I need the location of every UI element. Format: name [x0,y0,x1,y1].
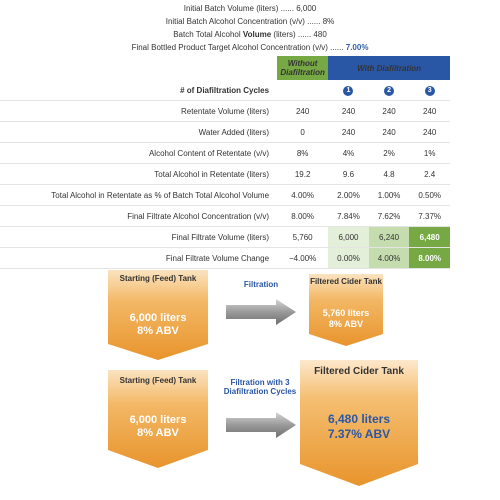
cell: 6,000 [328,227,369,248]
top-feed-tank-title: Starting (Feed) Tank [119,274,197,283]
table-row [0,80,450,101]
table-header-empty [0,56,277,80]
bottom-output-tank-title: Filtered Cider Tank [314,366,404,377]
cell: 4.00% [277,185,328,206]
header-line-initial-concentration: Initial Batch Alcohol Concentration (v/v) ...... 8% [165,17,335,26]
row-label: Alcohol Content of Retentate (v/v) [0,143,277,164]
header-line4-value: 7.00% [345,43,369,52]
cell: 4.8 [369,164,410,185]
top-output-tank-volume: 5,760 liters [322,308,370,318]
table-row [0,122,450,143]
cell: 2.00% [328,185,369,206]
header-line3-bold: Volume [242,30,272,39]
top-feed-tank-abv: 8% ABV [137,325,179,337]
cell: 8% [277,143,328,164]
cell: 19.2 [277,164,328,185]
top-feed-tank-volume: 6,000 liters [129,312,187,324]
cell: 7.37% [409,206,450,227]
bottom-output-tank-abv: 7.37% ABV [327,427,391,441]
header-line4-pre: Final Bottled Product Target Alcohol Concentration (v/v) ...... [131,43,346,52]
cell: 240 [328,122,369,143]
header-line3-pre: Batch Total Alcohol [173,30,243,39]
row-label: Total Alcohol in Retentate (liters) [0,164,277,185]
cell: 240 [328,101,369,122]
cell: 0.00% [328,248,369,269]
cell: 240 [369,122,410,143]
top-arrow-icon [226,299,296,325]
cycle-3-badge: 3 [425,86,435,96]
table-row [0,101,450,122]
cell: 8.00% [277,206,328,227]
cell: 9.6 [328,164,369,185]
table-row [0,143,450,164]
without-diafiltration-header: Without Diafiltration [277,56,328,80]
cell: 7.62% [369,206,410,227]
cell: 2.4 [409,164,450,185]
bottom-feed-tank-volume: 6,000 liters [129,414,187,426]
table-row [0,164,450,185]
header-line3-post: (liters) ...... 480 [271,30,327,39]
cell: 6,480 [409,227,450,248]
row-label: Final Filtrate Volume (liters) [0,227,277,248]
top-output-tank-abv: 8% ABV [328,319,364,329]
cell: 5,760 [277,227,328,248]
cell: 4.00% [369,248,410,269]
table-row [0,248,450,269]
cell: 7.84% [328,206,369,227]
table-row [0,185,450,206]
cell: 6,240 [369,227,410,248]
bottom-output-tank [300,360,418,486]
bottom-arrow-icon [226,412,296,438]
cell: 240 [369,101,410,122]
header-line-target-concentration [0,42,500,53]
bottom-output-tank-volume: 6,480 liters [327,412,391,426]
row-label: Final Filtrate Volume Change [0,248,277,269]
table-header-row [0,56,450,80]
bottom-feed-tank-title: Starting (Feed) Tank [119,376,197,385]
cycle-1-cell [328,80,369,101]
bottom-feed-tank-abv: 8% ABV [137,427,179,439]
cycles-label: # of Diafiltration Cycles [0,80,277,101]
cycle-2-cell [369,80,410,101]
row-label: Water Added (liters) [0,122,277,143]
row-label: Final Filtrate Alcohol Concentration (v/v) [0,206,277,227]
cell: 1% [409,143,450,164]
cell: 240 [277,101,328,122]
bottom-feed-tank [108,370,208,468]
cycle-3-cell [409,80,450,101]
cell: 240 [409,101,450,122]
header-line-initial-volume: Initial Batch Volume (liters) ...... 6,000 [183,4,317,13]
bottom-process-label: Filtration with 3 Diafiltration Cycles [223,378,297,396]
header-line-total-alcohol [0,29,500,40]
top-output-tank-title: Filtered Cider Tank [310,277,382,286]
table-row [0,227,450,248]
cycle-1-badge: 1 [343,86,353,96]
row-label: Retentate Volume (liters) [0,101,277,122]
row-label: Total Alcohol in Retentate as % of Batch Total Alcohol Volume [0,185,277,206]
cycles-without-cell [277,80,328,101]
with-diafiltration-header: With Diafiltration [328,56,450,80]
cycle-2-badge: 2 [384,86,394,96]
cell: 8.00% [409,248,450,269]
top-output-tank [309,274,383,346]
cell: 0 [277,122,328,143]
top-process-label: Filtration [243,280,279,289]
diafiltration-table [0,56,450,269]
cell: 2% [369,143,410,164]
cell: 1.00% [369,185,410,206]
cell: 4% [328,143,369,164]
cell: 0.50% [409,185,450,206]
cell: −4.00% [277,248,328,269]
top-feed-tank [108,270,208,360]
cell: 240 [409,122,450,143]
table-row [0,206,450,227]
